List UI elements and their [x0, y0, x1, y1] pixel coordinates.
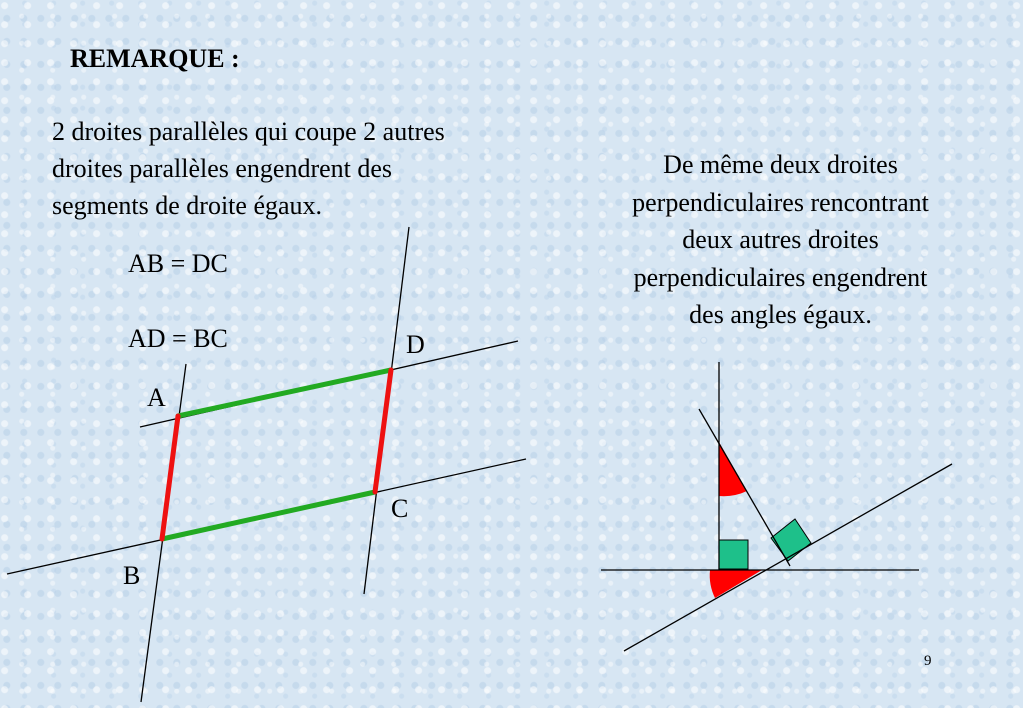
- right-angle-marker-left: [719, 540, 748, 569]
- remark2-line: perpendiculaires engendrent: [633, 262, 928, 292]
- remark-line: 2 droites parallèles qui coupe 2 autres: [52, 117, 445, 146]
- segment-dc: [375, 370, 391, 492]
- page-number: 9: [924, 653, 932, 669]
- remark2-line: perpendiculaires rencontrant: [632, 187, 929, 217]
- equality-ab-dc: AB = DC: [128, 249, 228, 278]
- transversal-line: [624, 464, 952, 651]
- highlighted-segments: [162, 370, 391, 539]
- parallelogram-figure: [7, 227, 526, 702]
- slide-title: REMARQUE :: [70, 44, 240, 73]
- remark2-line: De même deux droites: [663, 150, 898, 179]
- point-label-c: C: [391, 494, 409, 523]
- segment-ab: [162, 416, 178, 539]
- remark2-line: des angles égaux.: [689, 300, 872, 329]
- remark-line: droites parallèles engendrent des: [52, 154, 393, 183]
- segment-bc: [162, 492, 375, 539]
- remark2-line: deux autres droites: [682, 225, 879, 254]
- remark-line: segments de droite égaux.: [52, 191, 323, 220]
- point-label-d: D: [406, 330, 425, 359]
- point-label-b: B: [123, 561, 141, 590]
- equality-ad-bc: AD = BC: [128, 324, 228, 353]
- point-label-a: A: [147, 383, 166, 412]
- perpendicular-figure: [601, 362, 952, 651]
- right-angle-marker-right: [771, 519, 811, 561]
- segment-ad: [178, 370, 391, 416]
- angle-arc-bottom: [710, 570, 762, 598]
